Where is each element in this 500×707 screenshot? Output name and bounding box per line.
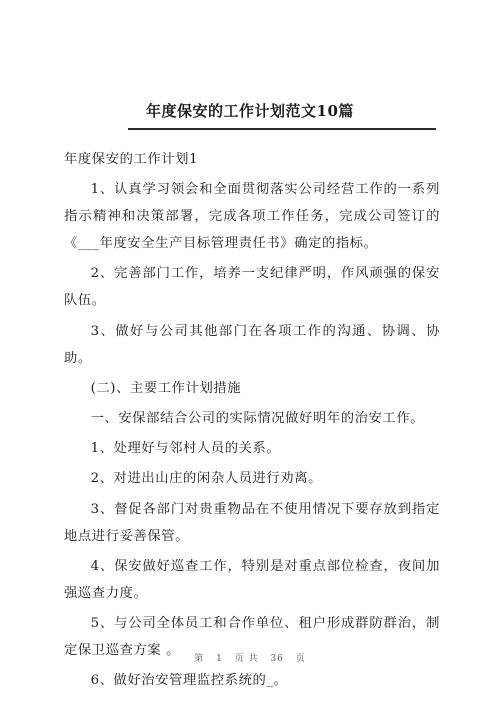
- paragraph: 4、保安做好巡查工作，特别是对重点部位检查，夜间加强巡查力度。: [64, 558, 440, 601]
- paragraph: 3、督促各部门对贵重物品在不使用情况下要存放到指定地点进行妥善保管。: [64, 501, 440, 544]
- document-title: 年度保安的工作计划范文10篇: [146, 102, 354, 120]
- paragraph: 2、对进出山庄的闲杂人员进行劝离。: [90, 471, 323, 487]
- footer-label-of: 页 共: [234, 654, 259, 664]
- paragraph: 1、认真学习领会和全面贯彻落实公司经营工作的一系列指示精神和决策部署，完成各项工作任务，完成公司签订的《___年度安全生产目标管理责任书》确定的指标。: [64, 182, 440, 252]
- paragraph: 1、处理好与邻村人员的关系。: [90, 441, 281, 457]
- footer-label-pages: 页: [295, 654, 306, 664]
- paragraph: 3、做好与公司其他部门在各项工作的沟通、协调、协助。: [64, 323, 440, 366]
- document-body: [64, 146, 440, 697]
- footer-total-pages: 36: [270, 654, 284, 664]
- page-footer: [0, 651, 500, 664]
- section-heading: 年度保安的工作计划1: [64, 152, 199, 167]
- footer-page-number: 1: [216, 654, 223, 664]
- paragraph: 一、安保部结合公司的实际情况做好明年的治安工作。: [90, 410, 425, 426]
- paragraph: (二)、主要工作计划措施: [90, 380, 242, 396]
- paragraph: 5、与公司全体员工和合作单位、租户形成群防群治，制定保卫巡查方案 。: [64, 615, 440, 658]
- paragraph: 2、完善部门工作，培养一支纪律严明，作风顽强的保安队伍。: [64, 266, 440, 309]
- title-divider: [128, 128, 436, 130]
- paragraph: 6、做好治安管理监控系统的_。: [90, 673, 288, 689]
- footer-label-page: 第: [194, 654, 205, 664]
